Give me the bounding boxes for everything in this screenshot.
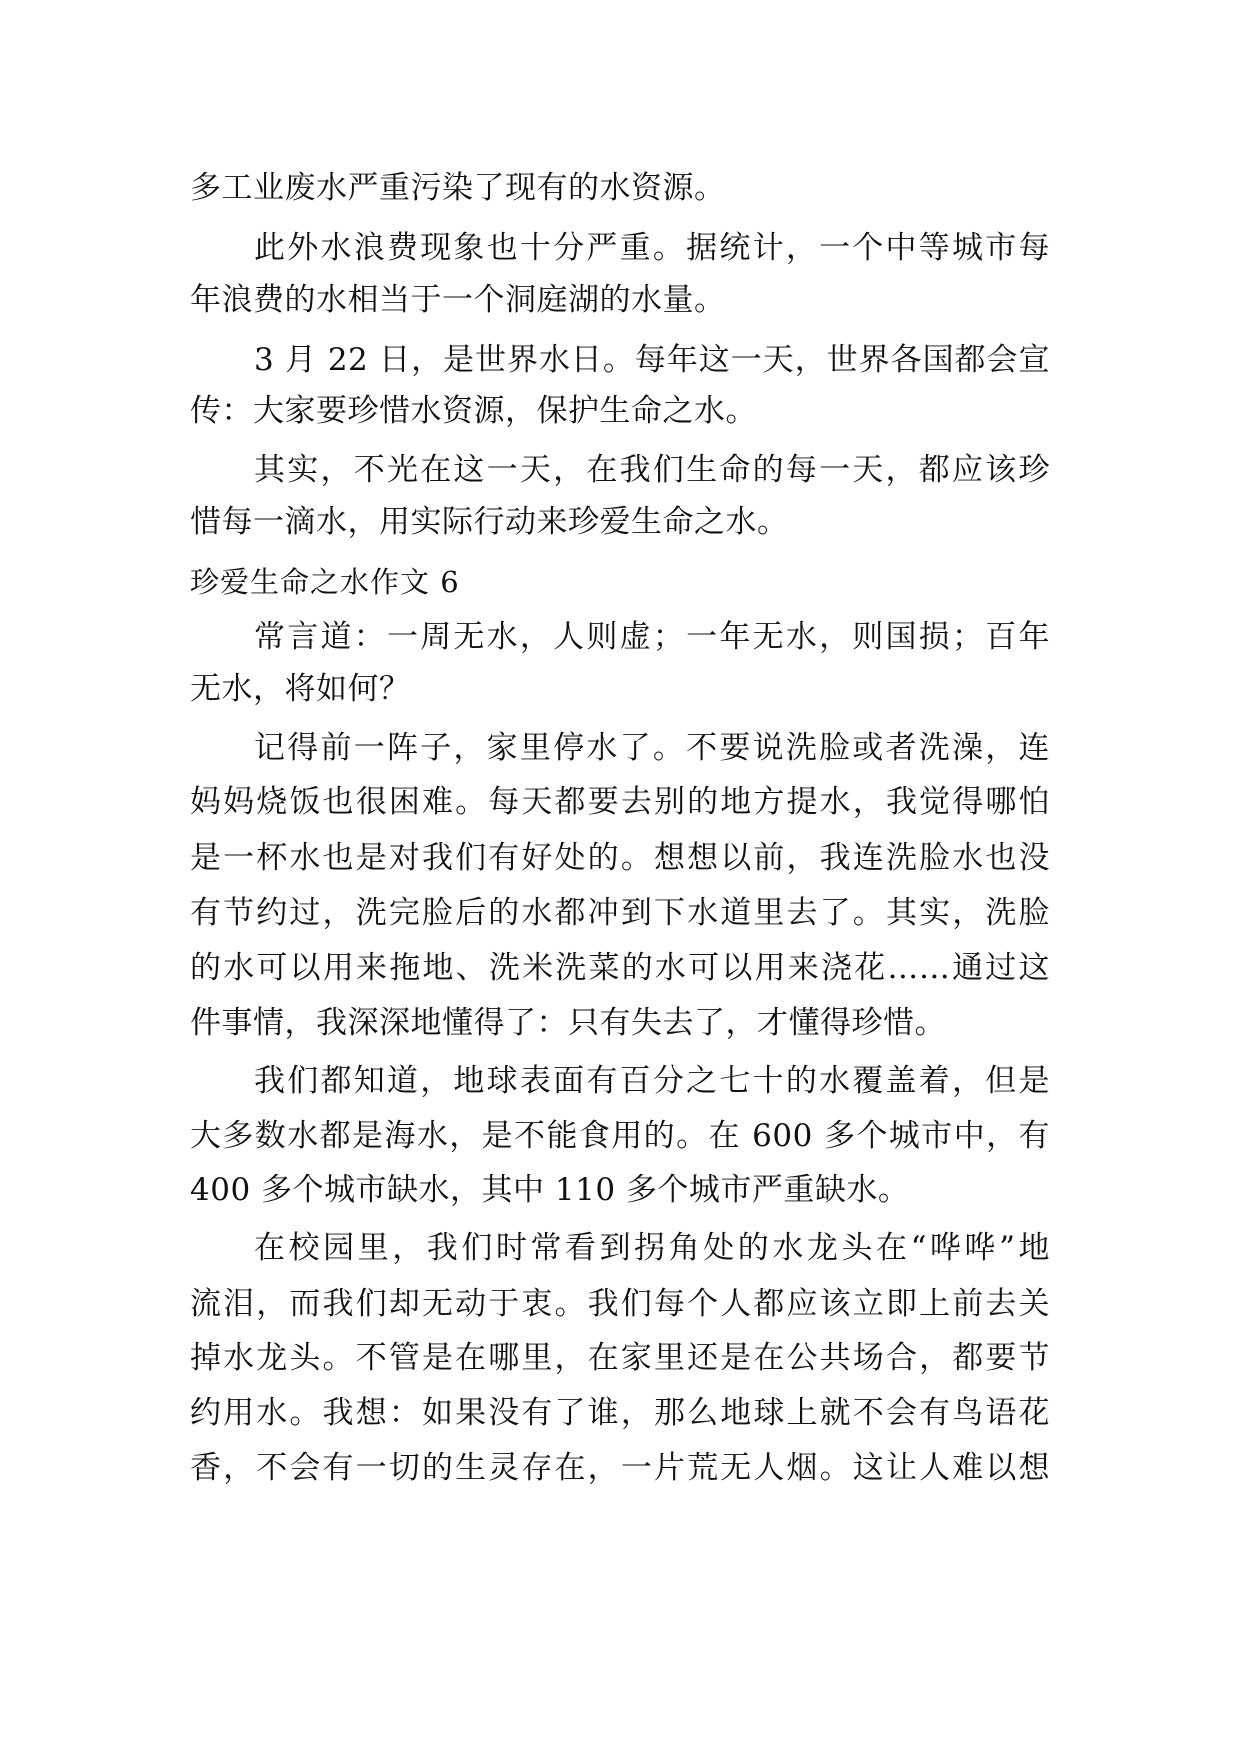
paragraph-line: 惜每一滴水，用实际行动来珍爱生命之水。 <box>190 504 789 540</box>
paragraph-line: 妈妈烧饭也很困难。每天都要去别的地方提水，我觉得哪怕 <box>190 784 1050 820</box>
paragraph-line: 在校园里，我们时常看到拐角处的水龙头在“哗哗”地 <box>254 1230 1050 1266</box>
paragraph-line: 400 多个城市缺水，其中 110 多个城市严重缺水。 <box>190 1172 910 1208</box>
paragraph-line: 件事情，我深深地懂得了：只有失去了，才懂得珍惜。 <box>190 1005 946 1041</box>
section-heading: 珍爱生命之水作文 6 <box>190 565 460 599</box>
paragraph-line: 无水，将如何？ <box>190 671 411 707</box>
paragraph-line: 3 月 22 日，是世界水日。每年这一天，世界各国都会宣 <box>254 342 1050 378</box>
paragraph-line: 此外水浪费现象也十分严重。据统计，一个中等城市每 <box>254 230 1050 266</box>
paragraph-line: 传：大家要珍惜水资源，保护生命之水。 <box>190 393 757 429</box>
paragraph-line: 其实，不光在这一天，在我们生命的每一天，都应该珍 <box>254 452 1050 488</box>
paragraph-line: 香，不会有一切的生灵存在，一片荒无人烟。这让人难以想 <box>190 1450 1050 1486</box>
paragraph-line: 掉水龙头。不管是在哪里，在家里还是在公共场合，都要节 <box>190 1340 1050 1376</box>
paragraph-line: 我们都知道，地球表面有百分之七十的水覆盖着，但是 <box>254 1063 1050 1099</box>
paragraph-line: 的水可以用来拖地、洗米洗菜的水可以用来浇花……通过这 <box>190 950 1050 986</box>
paragraph-line: 记得前一阵子，家里停水了。不要说洗脸或者洗澡，连 <box>254 730 1050 766</box>
paragraph-line: 有节约过，洗完脸后的水都冲到下水道里去了。其实，洗脸 <box>190 895 1050 931</box>
paragraph-line: 常言道：一周无水，人则虚；一年无水，则国损；百年 <box>254 619 1050 655</box>
paragraph-line: 流泪，而我们却无动于衷。我们每个人都应该立即上前去关 <box>190 1286 1050 1322</box>
paragraph-line: 是一杯水也是对我们有好处的。想想以前，我连洗脸水也没 <box>190 840 1050 876</box>
paragraph-line: 年浪费的水相当于一个洞庭湖的水量。 <box>190 282 726 318</box>
paragraph-line: 多工业废水严重污染了现有的水资源。 <box>190 170 726 206</box>
paragraph-line: 约用水。我想：如果没有了谁，那么地球上就不会有鸟语花 <box>190 1395 1050 1431</box>
paragraph-line: 大多数水都是海水，是不能食用的。在 600 多个城市中，有 <box>190 1118 1050 1154</box>
